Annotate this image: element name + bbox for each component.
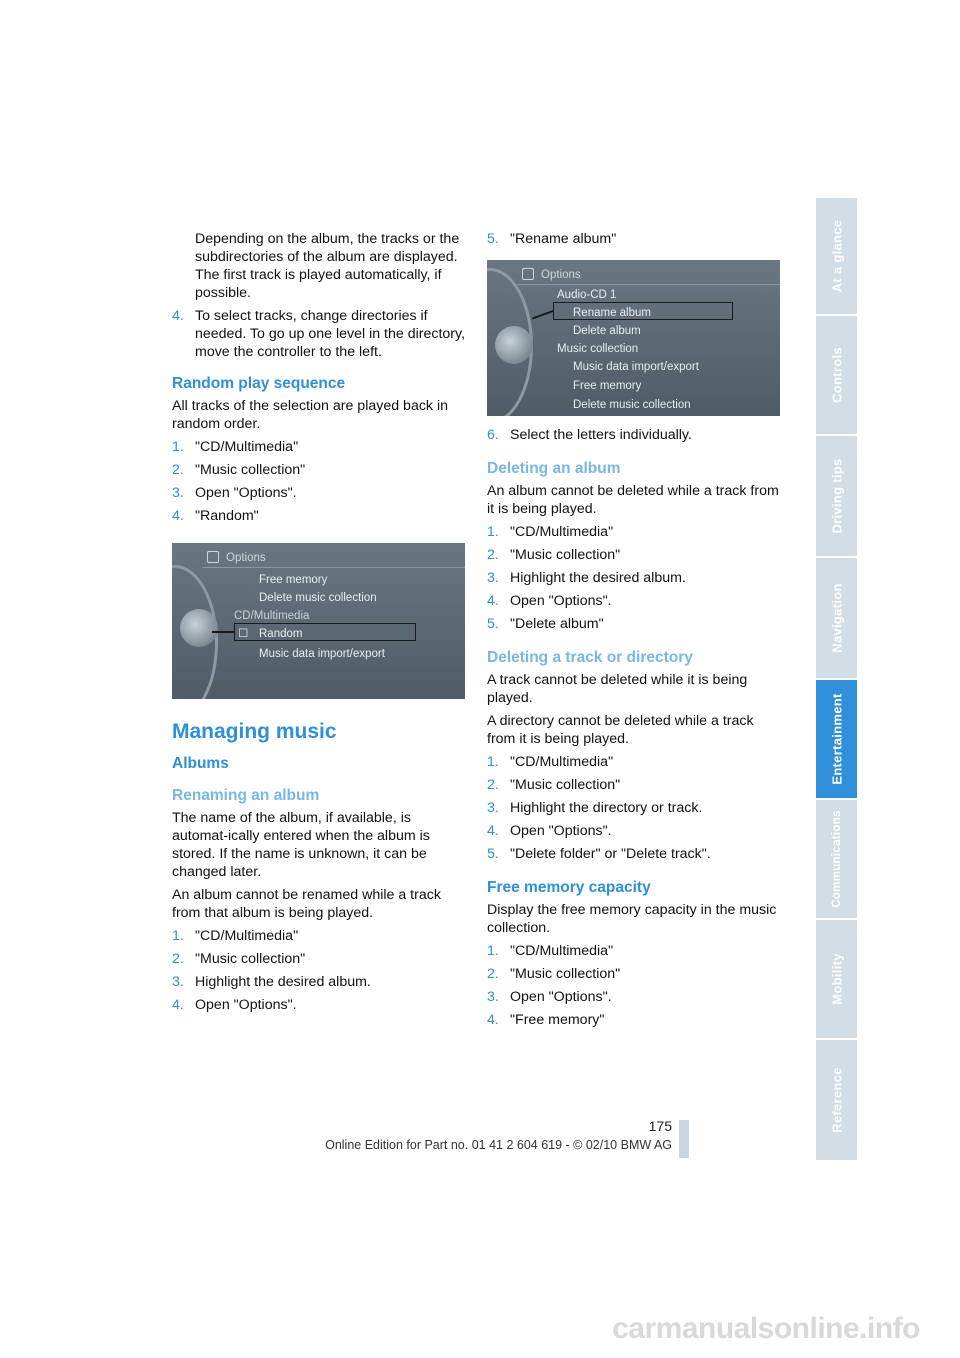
menu-header: Options [541, 269, 581, 281]
sidebar-tab-driving-tips[interactable]: Driving tips [816, 436, 857, 556]
menu-item: Delete album [573, 325, 641, 337]
page-title: Managing music [172, 720, 337, 743]
list-item: 2. "Music collection" [172, 951, 306, 967]
list-item: 3. Open "Options". [172, 485, 297, 501]
sidebar-tab-controls[interactable]: Controls [816, 316, 857, 434]
sidebar-tab-mobility[interactable]: Mobility [816, 920, 857, 1038]
list-item: 3. Open "Options". [487, 989, 612, 1005]
deleting-album-description: An album cannot be deleted while a track from it is being played. [487, 483, 779, 517]
list-item: 4. Open "Options". [172, 997, 297, 1013]
free-memory-steps [487, 942, 783, 1029]
list-item: 3. Highlight the desired album. [487, 570, 686, 586]
section-heading-albums: Albums [172, 755, 229, 772]
list-item: 5. "Delete folder" or "Delete track". [487, 846, 711, 862]
list-item: 4. Open "Options". [487, 823, 612, 839]
list-item: 5. "Rename album" [487, 231, 617, 247]
right-column [487, 230, 783, 1034]
controller-knob-icon [180, 609, 218, 647]
options-icon [522, 268, 534, 280]
sidebar-tab-navigation[interactable]: Navigation [816, 558, 857, 678]
section-heading-deleting-album: Deleting an album [487, 460, 621, 477]
menu-item: Delete music collection [259, 592, 377, 604]
intro-text: Depending on the album, the tracks or the subdirectories of the album are displayed. The first track is played automatically, if possible. [195, 231, 460, 301]
section-heading-deleting-track: Deleting a track or directory [487, 649, 693, 666]
menu-item: Free memory [259, 574, 328, 586]
edition-footer: Online Edition for Part no. 01 41 2 604 619 - © 02/10 BMW AG [325, 1138, 672, 1152]
section-heading-random: Random play sequence [172, 375, 346, 392]
menu-item-selected: Random [259, 628, 303, 640]
list-item: 2. "Music collection" [172, 462, 306, 478]
list-item: 3. Highlight the directory or track. [487, 800, 703, 816]
list-item: 2. "Music collection" [487, 547, 621, 563]
list-item: 4. Open "Options". [487, 593, 612, 609]
menu-item: Delete music collection [573, 399, 691, 411]
menu-item: Music collection [557, 343, 639, 355]
watermark: carmanualsonline.info [612, 1312, 920, 1345]
menu-item: Music data import/export [259, 648, 385, 660]
renaming-paragraph: The name of the album, if available, is automat-ically entered when the album is stored. If the name is unknown, it can be changed later. [172, 810, 430, 880]
sidebar-tab-entertainment[interactable]: Entertainment [816, 680, 857, 798]
list-item: 2. "Music collection" [487, 966, 621, 982]
deleting-track-paragraph: A track cannot be deleted while it is being played. [487, 672, 748, 706]
screenshot-rename-menu [487, 260, 780, 416]
list-item: 1. "CD/Multimedia" [487, 524, 614, 540]
menu-item: Music data import/export [573, 361, 699, 373]
left-column [172, 230, 468, 1019]
deleting-track-steps [487, 753, 783, 863]
screenshot-random-menu [172, 543, 465, 699]
renaming-paragraph: An album cannot be renamed while a track from that album is being played. [172, 887, 441, 921]
list-item: 1. "CD/Multimedia" [172, 439, 299, 455]
section-heading-renaming: Renaming an album [172, 787, 320, 804]
sidebar-tab-reference[interactable]: Reference [816, 1040, 857, 1160]
random-description: All tracks of the selection are played back in random order. [172, 398, 449, 432]
menu-item: Free memory [573, 380, 642, 392]
list-item: 4. "Random" [172, 508, 259, 524]
list-item: 1. "CD/Multimedia" [487, 943, 614, 959]
list-item: 1. "CD/Multimedia" [487, 754, 614, 770]
sidebar-tab-at-a-glance[interactable]: At a glance [816, 198, 857, 314]
page-bar [679, 1120, 689, 1158]
list-item: 4. "Free memory" [487, 1012, 605, 1028]
deleting-track-paragraph: A directory cannot be deleted while a track from it is being played. [487, 713, 754, 747]
renaming-steps [172, 927, 468, 1014]
list-item: 1. "CD/Multimedia" [172, 928, 299, 944]
random-steps [172, 438, 468, 525]
checkbox-icon: ☐ [238, 628, 249, 640]
list-item: 5. "Delete album" [487, 616, 604, 632]
options-icon [207, 551, 219, 563]
menu-header: Options [226, 552, 266, 564]
menu-section: CD/Multimedia [234, 610, 310, 622]
page-number: 175 [648, 1118, 672, 1134]
menu-item-selected: Rename album [573, 307, 651, 319]
list-item: 2. "Music collection" [487, 777, 621, 793]
list-item: 3. Highlight the desired album. [172, 974, 371, 990]
menu-item: Audio-CD 1 [557, 289, 617, 301]
list-item: 4. To select tracks, change directories if needed. To go up one level in the directory, move the controller to the left. [172, 308, 466, 360]
deleting-album-steps [487, 523, 783, 633]
controller-knob-icon [495, 326, 533, 364]
free-memory-description: Display the free memory capacity in the music collection. [487, 902, 777, 936]
sidebar-tab-communications[interactable]: Communications [816, 800, 857, 918]
section-heading-free-memory: Free memory capacity [487, 879, 651, 896]
list-item: 6. Select the letters individually. [487, 427, 692, 443]
